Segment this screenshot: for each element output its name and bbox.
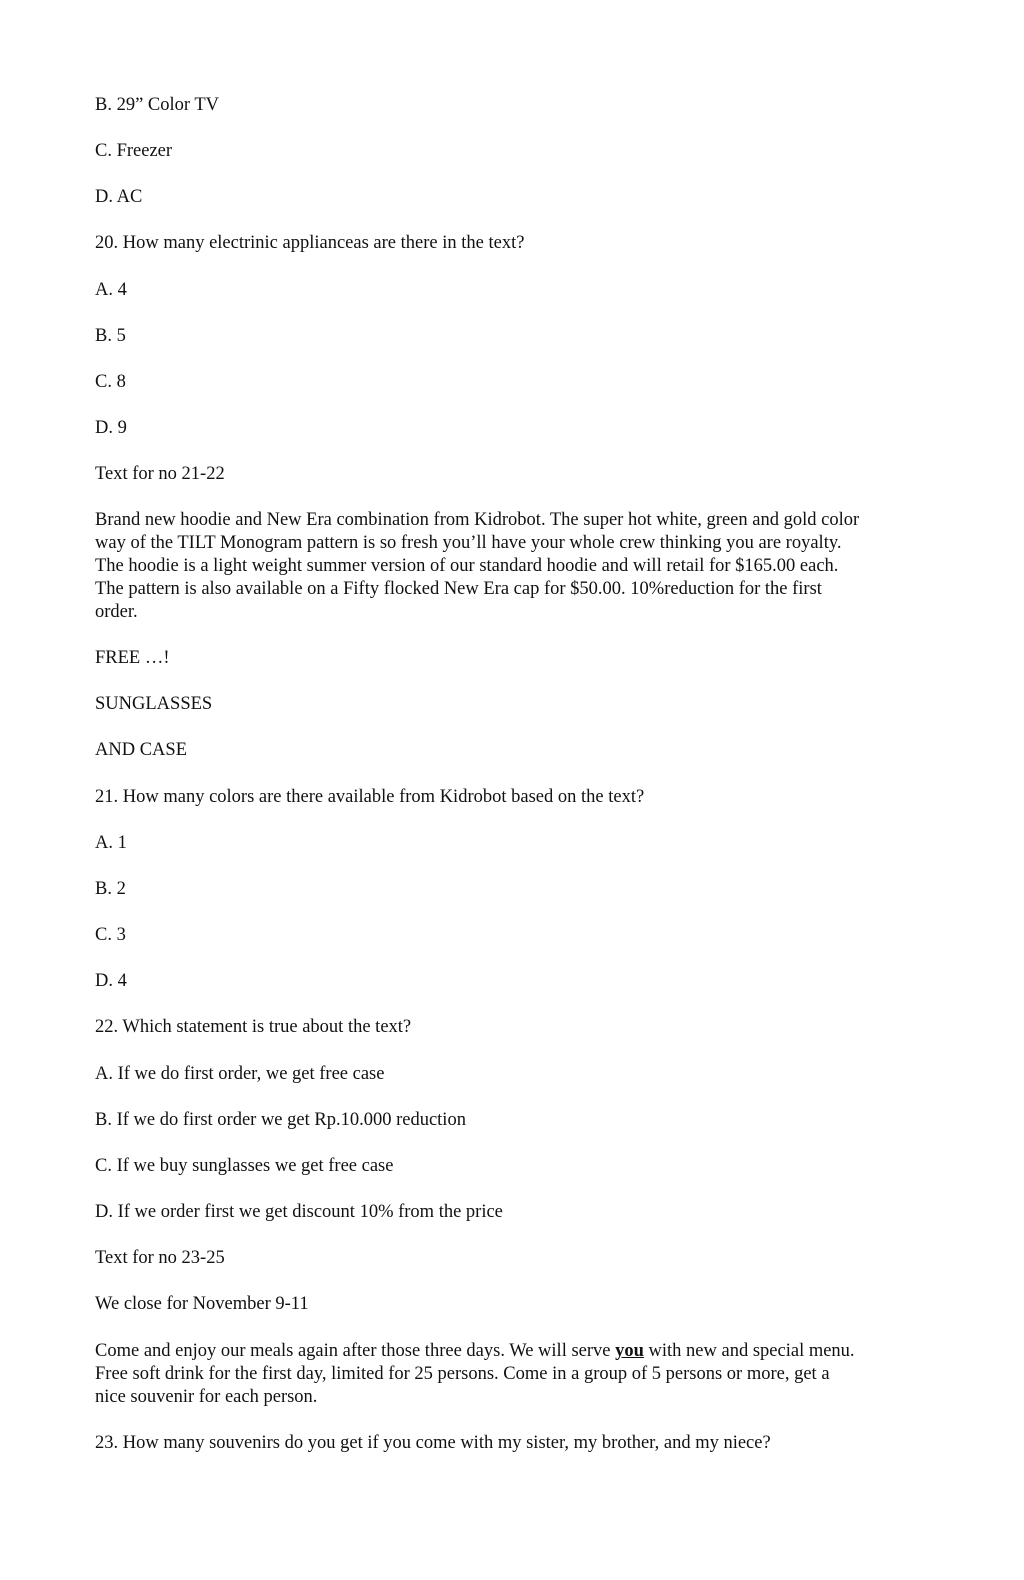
- text-21-22-paragraph: [95, 509, 930, 624]
- text-21-22-heading: Text for no 21-22: [95, 464, 225, 484]
- q21-option-c: C. 3: [95, 925, 126, 945]
- q19-option-c: C. Freezer: [95, 141, 173, 161]
- paragraph-line: The hoodie is a light weight summer version of our standard hoodie and will retail for $165.00 each.: [95, 556, 839, 576]
- q20-option-a: A. 4: [95, 280, 127, 300]
- q22-option-b: B. If we do first order we get Rp.10.000 reduction: [95, 1110, 466, 1130]
- q20-option-c: C. 8: [95, 372, 126, 392]
- q22-option-a: A. If we do first order, we get free case: [95, 1064, 385, 1084]
- text-23-25-heading: Text for no 23-25: [95, 1248, 225, 1268]
- paragraph-line: nice souvenir for each person.: [95, 1387, 318, 1407]
- emphasized-word: you: [615, 1341, 644, 1361]
- q19-option-b: B. 29” Color TV: [95, 95, 220, 115]
- line-text: with new and special menu.: [643, 1341, 855, 1361]
- closing-notice: We close for November 9-11: [95, 1294, 309, 1314]
- q22-question: 22. Which statement is true about the text?: [95, 1017, 412, 1037]
- q22-option-d: D. If we order first we get discount 10% from the price: [95, 1202, 503, 1222]
- paragraph-line: Brand new hoodie and New Era combination from Kidrobot. The super hot white, green and gold color: [95, 510, 860, 530]
- q23-question: 23. How many souvenirs do you get if you come with my sister, my brother, and my niece?: [95, 1433, 771, 1453]
- q22-option-c: C. If we buy sunglasses we get free case: [95, 1156, 394, 1176]
- q19-option-d: D. AC: [95, 187, 143, 207]
- q20-option-b: B. 5: [95, 326, 126, 346]
- q21-question: 21. How many colors are there available from Kidrobot based on the text?: [95, 787, 645, 807]
- ad-and-case-text: AND CASE: [95, 740, 187, 760]
- q21-option-a: A. 1: [95, 833, 127, 853]
- q21-option-d: D. 4: [95, 971, 127, 991]
- line-text: Come and enjoy our meals again after those three days. We will serve: [95, 1341, 616, 1361]
- paragraph-line: [95, 1340, 930, 1363]
- paragraph-line: The pattern is also available on a Fifty flocked New Era cap for $50.00. 10%reduction for the first: [95, 579, 822, 599]
- text-23-25-paragraph: [95, 1340, 930, 1409]
- paragraph-line: order.: [95, 602, 138, 622]
- q20-question: 20. How many electrinic applianceas are there in the text?: [95, 233, 525, 253]
- q21-option-b: B. 2: [95, 879, 126, 899]
- paragraph-line: way of the TILT Monogram pattern is so fresh you’ll have your whole crew thinking you are royalty.: [95, 533, 842, 553]
- paragraph-line: Free soft drink for the first day, limited for 25 persons. Come in a group of 5 persons or more, get a: [95, 1364, 830, 1384]
- ad-free-text: FREE …!: [95, 648, 170, 668]
- q20-option-d: D. 9: [95, 418, 127, 438]
- ad-sunglasses-text: SUNGLASSES: [95, 694, 213, 714]
